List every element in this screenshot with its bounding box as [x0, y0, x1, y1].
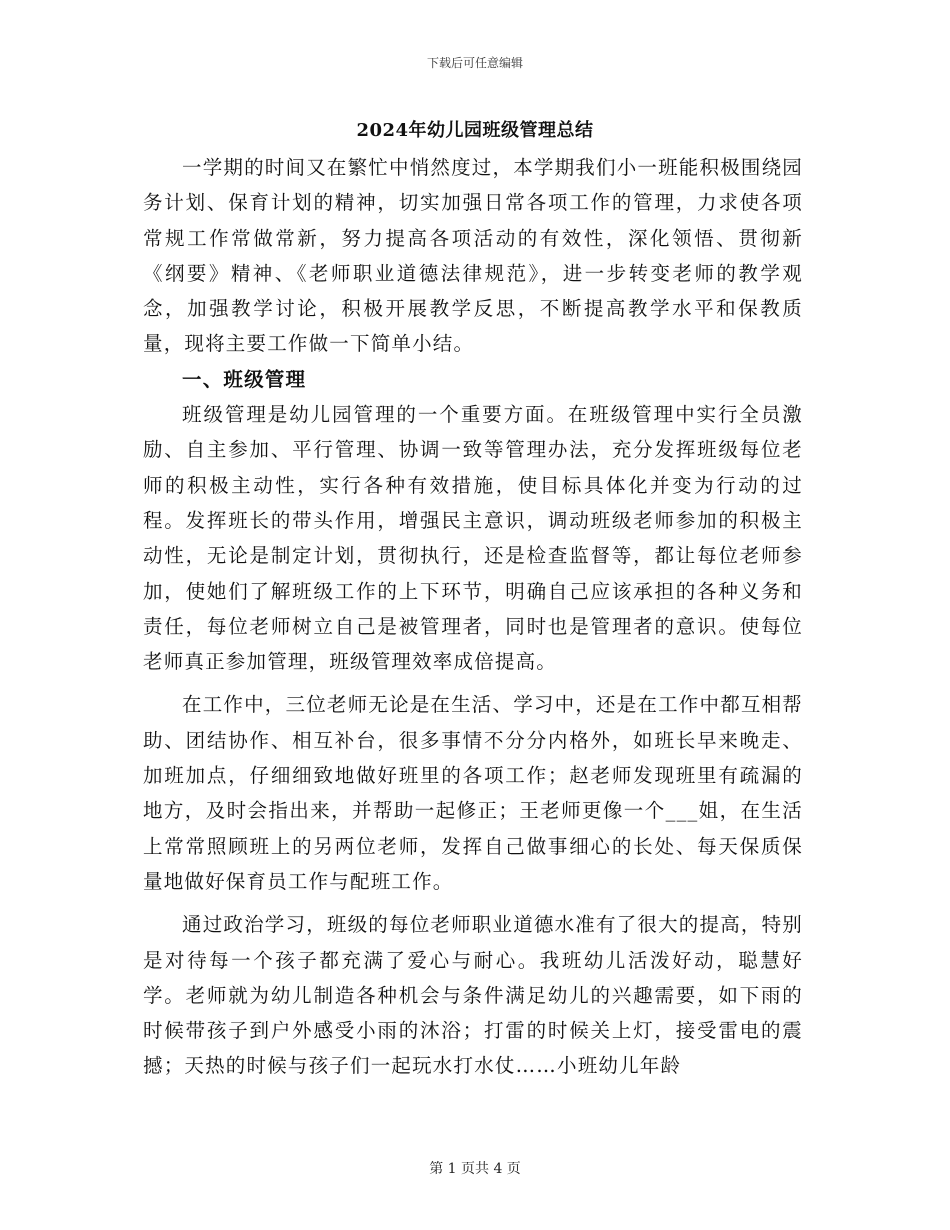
body-paragraph: 通过政治学习，班级的每位老师职业道德水准有了很大的提高，特别是对待每一个孩子都充满了爱心与耐心。我班幼儿活泼好动，聪慧好学。老师就为幼儿制造各种机会与条件满足幼儿的兴趣需要，如下雨的时候带孩子到户外感受小雨的沐浴；打雷的时候关上灯，接受雷电的震撼；天热的时候与孩子们一起玩水打水仗……小班幼儿年龄 [143, 913, 804, 1078]
body-paragraph: 班级管理是幼儿园管理的一个重要方面。在班级管理中实行全员激励、自主参加、平行管理、协调一致等管理办法，充分发挥班级每位老师的积极主动性，实行各种有效措施，使目标具体化并变为行动的过程。发挥班长的带头作用，增强民主意识，调动班级老师参加的积极主动性，无论是制定计划，贯彻执行，还是检查监督等，都让每位老师参加，使她们了解班级工作的上下环节，明确自己应该承担的各种义务和责任，每位老师树立自己是被管理者，同时也是管理者的意识。使每位老师真正参加管理，班级管理效率成倍提高。 [143, 403, 803, 674]
section-heading: 一、班级管理 [182, 367, 307, 391]
page-number: 第 1 页共 4 页 [429, 1161, 521, 1177]
body-paragraph: 在工作中，三位老师无论是在生活、学习中，还是在工作中都互相帮助、团结协作、相互补台，很多事情不分分内格外，如班长早来晚走、加班加点，仔细细致地做好班里的各项工作；赵老师发现班里有疏漏的地方，及时会指出来，并帮助一起修正；王老师更像一个___姐，在生活上常常照顾班上的另两位老师，发挥自己做事细心的长处、每天保质保量地做好保育员工作与配班工作。 [143, 693, 804, 893]
document-body [143, 150, 803, 1084]
intro-paragraph: 一学期的时间又在繁忙中悄然度过，本学期我们小一班能积极围绕园务计划、保育计划的精神，切实加强日常各项工作的管理，力求使各项常规工作常做常新，努力提高各项活动的有效性，深化领悟、贯彻新《纲要》精神、《老师职业道德法律规范》，进一步转变老师的教学观念，加强教学讨论，积极开展教学反思，不断提高教学水平和保教质量，现将主要工作做一下简单小结。 [143, 156, 804, 356]
page-header-note: 下载后可任意编辑 [426, 56, 523, 70]
document-title: 2024年幼儿园班级管理总结 [356, 120, 594, 141]
